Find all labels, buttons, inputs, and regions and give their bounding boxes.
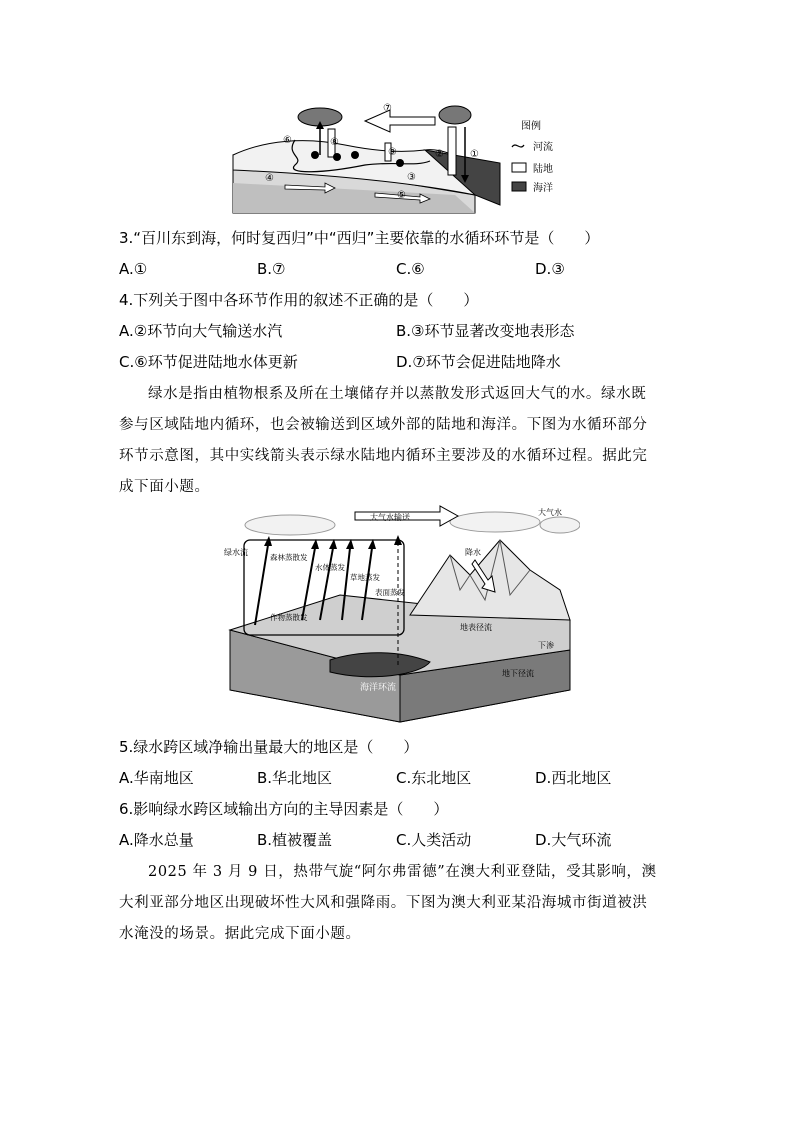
q4-option-d[interactable]: D.⑦环节会促进陆地降水 bbox=[396, 353, 561, 371]
q5-stem: 5.绿水跨区域净输出量最大的地区是（ ） bbox=[119, 738, 419, 756]
label-9: ⑨ bbox=[388, 147, 397, 158]
passage2-line-2: 参与区域陆地内循环，也会被输送到区域外部的陆地和海洋。下图为水循环部分 bbox=[119, 417, 648, 433]
precip-label: 降水 bbox=[465, 548, 481, 557]
q3-option-d[interactable]: D.③ bbox=[535, 260, 565, 278]
passage3-line-2: 大利亚部分地区出现破坏性大风和强降雨。下图为澳大利亚某沿海城市街道被洪 bbox=[119, 895, 648, 911]
label-6: ⑥ bbox=[283, 135, 292, 146]
green-water-figure-2 bbox=[220, 500, 580, 725]
water-evap-label: 水体蒸发 bbox=[315, 563, 345, 572]
forest-et-label: 森林蒸散发 bbox=[270, 553, 308, 562]
infiltration-label: 下渗 bbox=[538, 641, 554, 650]
q5-option-b[interactable]: B.华北地区 bbox=[257, 769, 333, 787]
q4-option-c[interactable]: C.⑥环节促进陆地水体更新 bbox=[119, 353, 298, 371]
label-3: ③ bbox=[407, 172, 416, 183]
q3-option-a[interactable]: A.① bbox=[119, 260, 148, 278]
passage3-line-3: 水淹没的场景。据此完成下面小题。 bbox=[119, 926, 361, 942]
ocean-cycle-label: 海洋环流 bbox=[360, 683, 397, 693]
label-4: ④ bbox=[265, 173, 274, 184]
label-8: ⑧ bbox=[330, 137, 339, 148]
legend-land: 陆地 bbox=[533, 164, 553, 175]
label-5: ⑤ bbox=[397, 190, 406, 201]
surface-evap-label: 表面蒸发 bbox=[375, 588, 405, 597]
q4-option-b[interactable]: B.③环节显著改变地表形态 bbox=[396, 322, 575, 340]
q6-stem: 6.影响绿水跨区域输出方向的主导因素是（ ） bbox=[119, 800, 449, 818]
q5-option-d[interactable]: D.西北地区 bbox=[535, 769, 612, 787]
land-legend-icon bbox=[512, 163, 526, 172]
q4-option-a[interactable]: A.②环节向大气输送水汽 bbox=[119, 322, 283, 340]
q6-option-a[interactable]: A.降水总量 bbox=[119, 831, 194, 849]
q5-option-c[interactable]: C.东北地区 bbox=[396, 769, 472, 787]
label-1: ① bbox=[470, 149, 479, 160]
q6-option-b[interactable]: B.植被覆盖 bbox=[257, 831, 333, 849]
q3-option-c[interactable]: C.⑥ bbox=[396, 260, 425, 278]
passage2-line-4: 成下面小题。 bbox=[119, 479, 210, 495]
q4-stem: 4.下列关于图中各环节作用的叙述不正确的是（ ） bbox=[119, 291, 479, 309]
legend-ocean: 海洋 bbox=[533, 183, 553, 194]
river-legend-icon bbox=[512, 145, 524, 147]
legend-title: 图例 bbox=[521, 121, 541, 132]
legend-river: 河流 bbox=[533, 142, 553, 153]
label-2: ② bbox=[435, 149, 444, 160]
groundwater-label: 地下径流 bbox=[502, 669, 534, 678]
atmos-transport-label: 大气水输送 bbox=[370, 513, 410, 522]
green-flow-label: 绿水流 bbox=[224, 548, 248, 557]
q6-option-d[interactable]: D.大气环流 bbox=[535, 831, 612, 849]
grass-evap-label: 草地蒸发 bbox=[350, 573, 380, 582]
crop-et-label: 作物蒸散发 bbox=[270, 613, 308, 622]
water-cycle-figure-1 bbox=[225, 95, 570, 220]
q3-option-b[interactable]: B.⑦ bbox=[257, 260, 286, 278]
passage2-line-3: 环节示意图，其中实线箭头表示绿水陆地内循环主要涉及的水循环过程。据此完 bbox=[119, 448, 648, 464]
passage3-line-1: 2025 年 3 月 9 日，热带气旋“阿尔弗雷德”在澳大利亚登陆，受其影响，澳 bbox=[148, 864, 657, 880]
q5-option-a[interactable]: A.华南地区 bbox=[119, 769, 194, 787]
q3-stem: 3.“百川东到海，何时复西归”中“西归”主要依靠的水循环环节是（ ） bbox=[119, 229, 600, 247]
label-7: ⑦ bbox=[383, 103, 392, 114]
ocean-legend-icon bbox=[512, 182, 526, 191]
q6-option-c[interactable]: C.人类活动 bbox=[396, 831, 472, 849]
surface-runoff-label: 地表径流 bbox=[460, 623, 492, 632]
passage2-line-1: 绿水是指由植物根系及所在土壤储存并以蒸散发形式返回大气的水。绿水既 bbox=[148, 386, 647, 402]
atmos-water-label: 大气水 bbox=[538, 508, 562, 517]
